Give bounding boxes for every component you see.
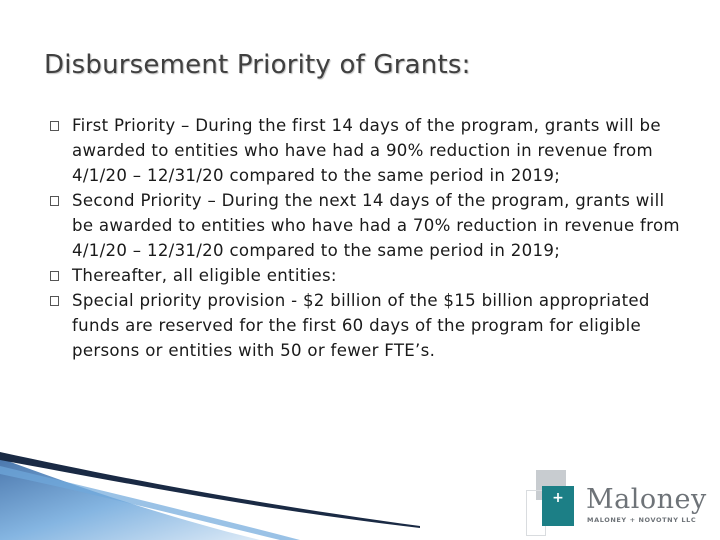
slide-title: Disbursement Priority of Grants: — [44, 50, 471, 80]
company-logo — [520, 470, 710, 536]
bullet-item — [48, 188, 688, 263]
square-bullet-icon — [50, 271, 59, 281]
bullet-item — [48, 263, 688, 288]
square-bullet-icon — [50, 296, 59, 306]
bullet-list — [48, 113, 688, 363]
bullet-text: Thereafter, all eligible entities: — [72, 266, 337, 285]
bullet-text: First Priority – During the first 14 days of the program, grants will be awarded to entities who have had a 90% reduction in revenue from 4/1/20 – 12/31/20 compared to the same period in 2019; — [72, 116, 661, 185]
plus-icon: + — [552, 490, 564, 506]
logo-subtitle: MALONEY + NOVOTNY LLC — [587, 516, 697, 524]
bullet-item — [48, 113, 688, 188]
bullet-text: Special priority provision - $2 billion of the $15 billion appropriated funds are reserved for the first 60 days of the program for eligible persons or entities with 50 or fewer FTE’s. — [72, 291, 650, 360]
square-bullet-icon — [50, 121, 59, 131]
bullet-item — [48, 288, 688, 363]
square-bullet-icon — [50, 196, 59, 206]
logo-wordmark: Maloney — [586, 484, 707, 515]
bullet-text: Second Priority – During the next 14 days of the program, grants will be awarded to entities who have had a 70% reduction in revenue from 4/1/20 – 12/31/20 compared to the same period in 2019; — [72, 191, 680, 260]
